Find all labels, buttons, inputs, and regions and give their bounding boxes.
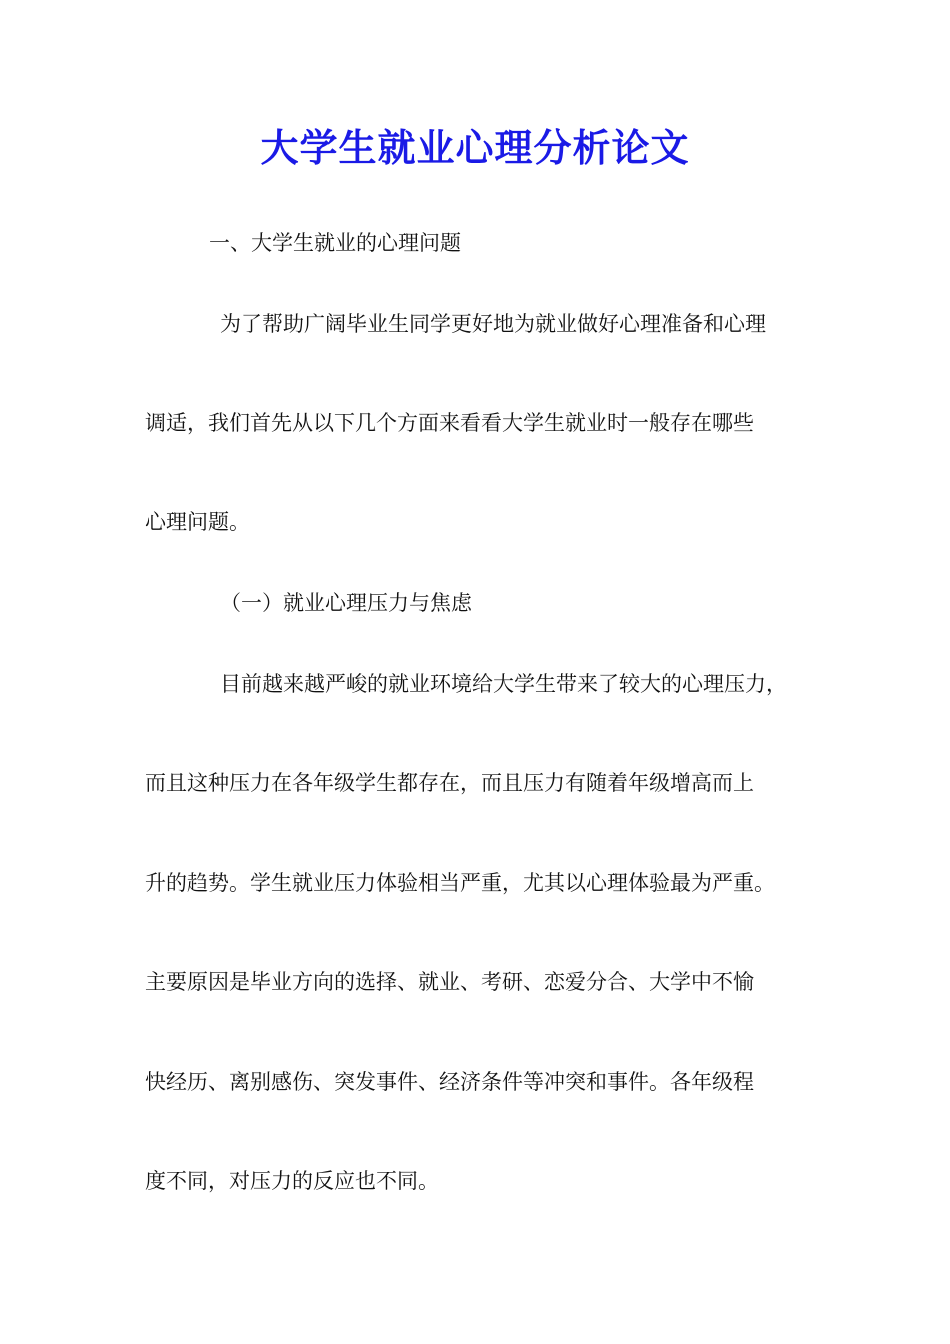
- paragraph-line: 调适，我们首先从以下几个方面来看看大学生就业时一般存在哪些: [145, 411, 754, 435]
- paragraph-line: 心理问题。: [145, 510, 250, 534]
- paragraph-line: 而且这种压力在各年级学生都存在，而且压力有随着年级增高而上: [145, 771, 754, 795]
- section-heading: 一、大学生就业的心理问题: [209, 231, 461, 255]
- paragraph-line: 升的趋势。学生就业压力体验相当严重，尤其以心理体验最为严重。: [145, 871, 775, 895]
- paragraph-line: 快经历、离别感伤、突发事件、经济条件等冲突和事件。各年级程: [145, 1070, 754, 1094]
- document-title: 大学生就业心理分析论文: [260, 125, 690, 170]
- paragraph-line: 主要原因是毕业方向的选择、就业、考研、恋爱分合、大学中不愉: [145, 970, 754, 994]
- paragraph-line: 度不同，对压力的反应也不同。: [145, 1169, 439, 1193]
- subsection-heading: （一）就业心理压力与焦虑: [220, 591, 472, 615]
- paragraph-line: 为了帮助广阔毕业生同学更好地为就业做好心理准备和心理: [220, 312, 766, 336]
- paragraph-line: 目前越来越严峻的就业环境给大学生带来了较大的心理压力，: [220, 672, 787, 696]
